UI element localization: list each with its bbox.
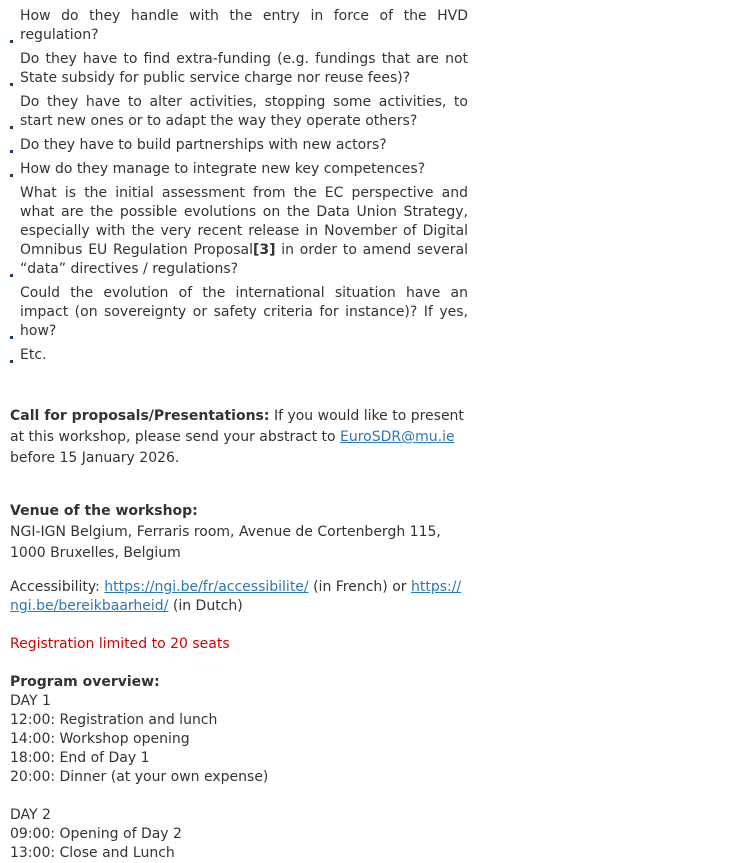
email-link[interactable]: EuroSDR@mu.ie xyxy=(340,429,455,445)
accessibility-link-fr[interactable]: https://ngi.be/fr/accessibilite/ xyxy=(104,579,309,595)
list-item: How do they manage to integrate new key competences? xyxy=(10,160,468,179)
list-item: Do they have to build partnerships with new actors? xyxy=(10,136,468,155)
registration-notice: Registration limited to 20 seats xyxy=(10,636,230,652)
list-item: Do they have to find extra-funding (e.g. fundings that are not State subsidy for public service charge nor reuse fees)? xyxy=(10,50,468,88)
schedule-item: 12:00: Registration and lunch xyxy=(10,712,218,728)
venue-label: Venue of the workshop: xyxy=(10,503,198,519)
bullet-icon xyxy=(10,336,13,339)
list-item: What is the initial assessment from the EC perspective and what are the possible evolutions on the Data Union Strategy, especially with the very recent release in November of Digital Omnibus EU Regulation Proposal[3] in order to amend several “data” directives / regulations? xyxy=(10,184,468,279)
program-label: Program overview: xyxy=(10,674,160,690)
schedule-item: 18:00: End of Day 1 xyxy=(10,750,150,766)
bullet-icon xyxy=(10,360,13,363)
question-list xyxy=(10,7,468,365)
bullet-icon xyxy=(10,174,13,177)
call-label: Call for proposals/Presentations: xyxy=(10,408,270,424)
list-item: Could the evolution of the international situation have an impact (on sovereignty or safety criteria for instance)? If yes, how? xyxy=(10,284,468,341)
list-item: How do they handle with the entry in force of the HVD regulation? xyxy=(10,7,468,45)
footnote-ref[interactable]: [3] xyxy=(252,242,276,258)
list-item: Do they have to alter activities, stopping some activities, to start new ones or to adapt the way they operate others? xyxy=(10,93,468,131)
schedule-item: 20:00: Dinner (at your own expense) xyxy=(10,769,269,785)
day2-title: DAY 2 xyxy=(10,807,51,823)
bullet-icon xyxy=(10,40,13,43)
venue-address: NGI-IGN Belgium, Ferraris room, Avenue de Cortenbergh 115, 1000 Bruxelles, Belgium xyxy=(10,524,441,561)
bullet-icon xyxy=(10,83,13,86)
day1-title: DAY 1 xyxy=(10,693,51,709)
bullet-icon xyxy=(10,274,13,277)
schedule-item: 09:00: Opening of Day 2 xyxy=(10,826,182,842)
schedule-item: 14:00: Workshop opening xyxy=(10,731,190,747)
schedule-item: 13:00: Close and Lunch xyxy=(10,845,175,861)
accessibility-link-nl[interactable]: https://​ngi.be/bereikbaarheid/ xyxy=(10,579,462,614)
call-for-proposals: Call for proposals/Presentations: If you would like to present at this workshop, please send your abstract to EuroSDR@mu.ie before 15 January 2026. xyxy=(10,408,464,466)
bullet-icon xyxy=(10,150,13,153)
bullet-icon xyxy=(10,126,13,129)
venue-section xyxy=(10,501,470,564)
list-item: Etc. xyxy=(10,346,468,365)
accessibility-line: Accessibility: https://ngi.be/fr/accessibilite/ (in French) or https://​ngi.be/bereikbaarheid/ (in Dutch) xyxy=(10,579,462,614)
article-body xyxy=(10,7,730,863)
